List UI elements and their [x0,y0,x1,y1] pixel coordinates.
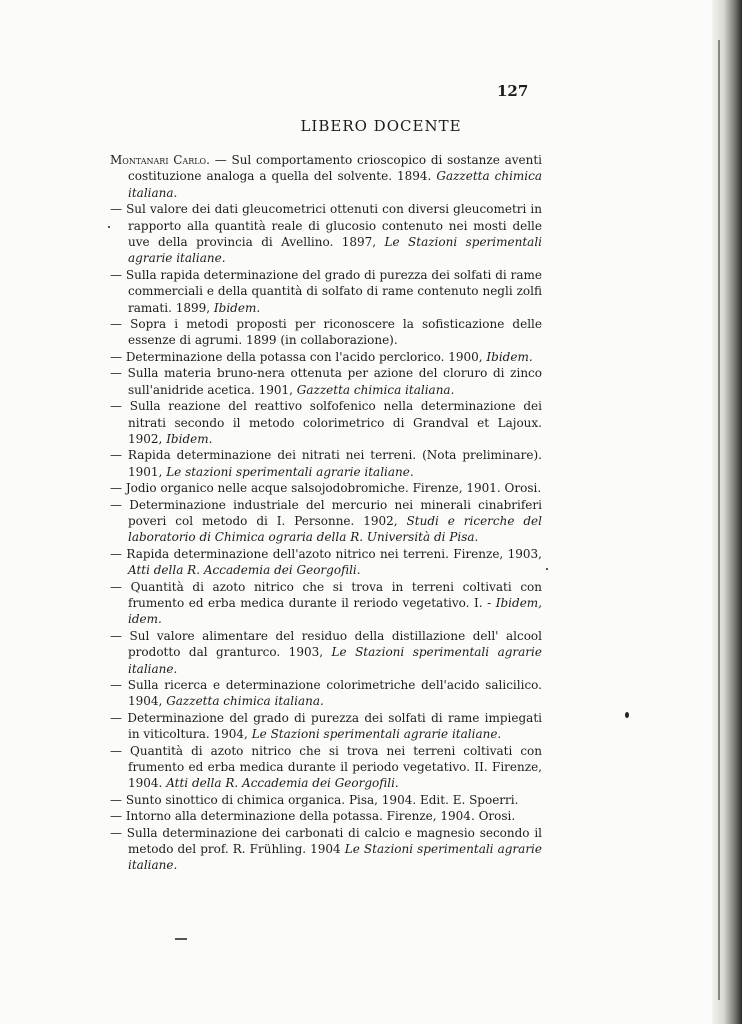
entry-title: — Quantità di azoto nitrico che si trova nei terreni coltivati con frumento ed erba medica durante il periodo vegetativo. II. Firenze, 1904. [110,743,542,791]
list-item [110,808,542,824]
entry-title: — Sul valore alimentare del residuo della distillazione dell' alcool prodotto dal granturco. 1903, [110,628,542,660]
entry-title: — Sunto sinottico di chimica organica. Pisa, 1904. Edit. E. Spoerri. [110,792,519,807]
ink-speck [546,568,548,570]
entry-title: — Sulla ricerca e determinazione colorimetriche dell'acido salicilico. 1904, [110,678,542,709]
list-item [110,579,542,628]
list-item [110,743,542,792]
list-item [110,480,542,496]
entry-venue: Ibidem, idem. [128,595,542,627]
entry-venue: Ibidem. [486,349,533,364]
entry-title: — Sulla materia bruno-nera ottenuta per azione del cloruro di zinco sull'anidride acetica. 1901, [110,366,542,397]
list-item [110,152,542,201]
entry-venue: Studi e ricerche del laboratorio di Chimica ograria della R. Università di Pisa. [128,513,542,545]
entry-title: — Jodio organico nelle acque salsojodobromiche. Firenze, 1901. Orosi. [110,481,542,496]
list-item [110,628,542,677]
ink-mark [175,938,187,940]
list-item [110,201,542,267]
entry-title: — Determinazione della potassa con l'acido perclorico. 1900, [110,349,483,364]
entry-venue: Ibidem. [213,300,261,315]
entry-venue: Le stazioni sperimentali agrarie italiane. [166,464,414,479]
list-item [110,546,542,579]
entry-venue: Gazzetta chimica italiana. [166,694,324,709]
section-heading-text: LIBERO DOCENTE [300,117,462,135]
list-item [110,267,542,316]
entry-venue: Ibidem. [166,431,213,446]
list-item [110,792,542,808]
entry-title: — Sulla reazione del reattivo solfofenico nella determinazione dei nitrati secondo il metodo colorimetrico di Grandval et Lajoux. 1902, [110,399,542,446]
entry-title: — Sulla rapida determinazione del grado di purezza dei solfati di rame commerciali e della quantità di solfato di rame contenuto negli zolfi ramati. 1899, [110,267,542,315]
list-item [110,710,542,743]
entry-venue: Atti della R. Accademia dei Georgofili. [166,776,399,791]
bibliography-list [110,152,542,874]
list-item [110,497,542,546]
page-number: 127 [497,82,529,100]
list-item [110,677,542,710]
entry-title: — Intorno alla determinazione della potassa. Firenze, 1904. Orosi. [110,809,516,824]
entry-venue: Le Stazioni sperimentali agrarie italiane. [128,842,542,873]
entry-title: — Rapida determinazione dell'azoto nitrico nei terreni. Firenze, 1903, [110,546,542,561]
entry-venue: Le Stazioni sperimentali agrarie italiane. [251,727,502,742]
entry-title: — Quantità di azoto nitrico che si trova in terreni coltivati con frumento ed erba medica durante il reriodo vegetativo. I. - [110,579,542,610]
entry-venue: Gazzetta chimica italiana. [128,169,542,200]
ink-speck [625,712,629,718]
entry-title: — Sul valore dei dati gleucometrici ottenuti con diversi gleucometri in rapporto alla quantità reale di glucosio contenuto nei mosti delle uve della provincia di Avellino. 1897, [110,202,542,250]
entry-venue: Le Stazioni sperimentali agrarie italiane. [128,645,542,676]
list-item [110,447,542,480]
entry-venue: Atti della R. Accademia dei Georgofili. [128,563,361,578]
entry-title: — Sul comportamento crioscopico di sostanze aventi costituzione analoga a quella del solvente. 1894. [128,153,542,184]
entry-venue: Le Stazioni sperimentali agrarie italiane. [128,235,542,266]
list-item [110,365,542,398]
list-item [110,349,542,365]
entry-title: — Sopra i metodi proposti per riconoscere la sofisticazione delle essenze di agrumi. 1899 (in collaborazione). [110,317,542,348]
list-item [110,316,542,349]
spine-edge-line [718,40,720,1000]
book-spine-shadow [712,0,742,1024]
entry-title: — Rapida determinazione dei nitrati nei terreni. (Nota preliminare). 1901, [110,448,542,479]
entry-title: — Sulla determinazione dei carbonati di calcio e magnesio secondo il metodo del prof. R. Frühling. 1904 [110,825,542,857]
list-item [110,398,542,447]
entry-venue: Gazzetta chimica italiana. [296,382,455,397]
list-item [110,825,542,874]
section-heading [0,117,742,135]
author-name: Montanari Carlo. [110,153,210,167]
ink-speck [108,226,110,228]
entry-title: — Determinazione del grado di purezza dei solfati di rame impiegati in viticoltura. 1904, [110,710,542,742]
entry-title: — Determinazione industriale del mercurio nei minerali cinabriferi poveri col metodo di I. Personne. 1902, [110,497,542,528]
